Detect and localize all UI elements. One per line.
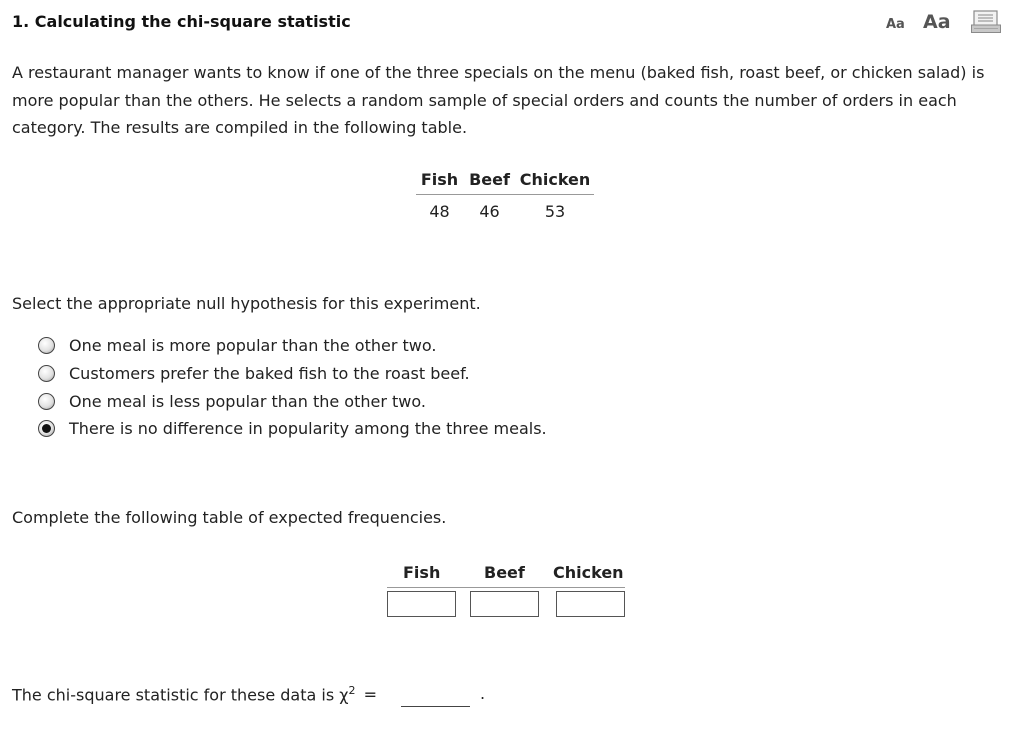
chi-symbol: χ	[339, 685, 349, 705]
observed-header-chicken: Chicken	[516, 170, 594, 195]
hypothesis-option-label: Customers prefer the baked fish to the roast beef.	[69, 363, 470, 383]
problem-description: A restaurant manager wants to know if one of the three specials on the menu (baked fish, roast beef, or chicken salad) is more popular than the others. He selects a random sample of special orders and counts the number of orders in each category. The results are compiled in the following table.	[12, 63, 985, 137]
radio-button[interactable]	[38, 365, 55, 382]
hypothesis-option-4[interactable]	[38, 417, 547, 439]
decrease-font-button[interactable]: Aa	[886, 17, 905, 32]
period: .	[480, 684, 486, 703]
hypothesis-option-3[interactable]	[38, 390, 426, 412]
equals-sign: =	[363, 685, 378, 705]
chi-square-label: The chi-square statistic for these data is	[12, 685, 335, 705]
observed-frequency-table	[416, 170, 594, 221]
observed-value-chicken: 53	[544, 202, 566, 221]
chi-exponent: 2	[348, 684, 356, 697]
null-hypothesis-prompt: Select the appropriate null hypothesis for this experiment.	[12, 294, 481, 313]
expected-frequencies-prompt: Complete the following table of expected frequencies.	[12, 508, 447, 527]
increase-font-button[interactable]: Aa	[923, 11, 951, 33]
radio-selected-dot	[42, 424, 51, 433]
expected-beef-input[interactable]	[470, 591, 539, 617]
expected-header-chicken: Chicken	[553, 563, 624, 582]
radio-button[interactable]	[38, 393, 55, 410]
expected-header-fish: Fish	[403, 563, 441, 582]
observed-value-beef: 46	[479, 202, 500, 221]
observed-header-beef: Beef	[463, 170, 516, 195]
chi-square-value-input[interactable]	[401, 688, 470, 707]
expected-fish-input[interactable]	[387, 591, 456, 617]
print-icon[interactable]	[971, 10, 1001, 34]
expected-chicken-input[interactable]	[556, 591, 625, 617]
hypothesis-option-label: There is no difference in popularity among the three meals.	[69, 418, 547, 438]
radio-button-selected[interactable]	[38, 420, 55, 437]
observed-value-fish: 48	[429, 202, 450, 221]
radio-button[interactable]	[38, 337, 55, 354]
observed-header-fish: Fish	[416, 170, 463, 195]
expected-table-divider	[387, 587, 625, 588]
expected-header-beef: Beef	[484, 563, 525, 582]
chi-square-sentence	[12, 684, 377, 704]
hypothesis-option-label: One meal is less popular than the other two.	[69, 391, 426, 411]
hypothesis-option-2[interactable]	[38, 362, 470, 384]
hypothesis-option-1[interactable]	[38, 334, 436, 356]
hypothesis-option-label: One meal is more popular than the other two.	[69, 335, 437, 355]
question-title: 1. Calculating the chi-square statistic	[12, 12, 351, 31]
